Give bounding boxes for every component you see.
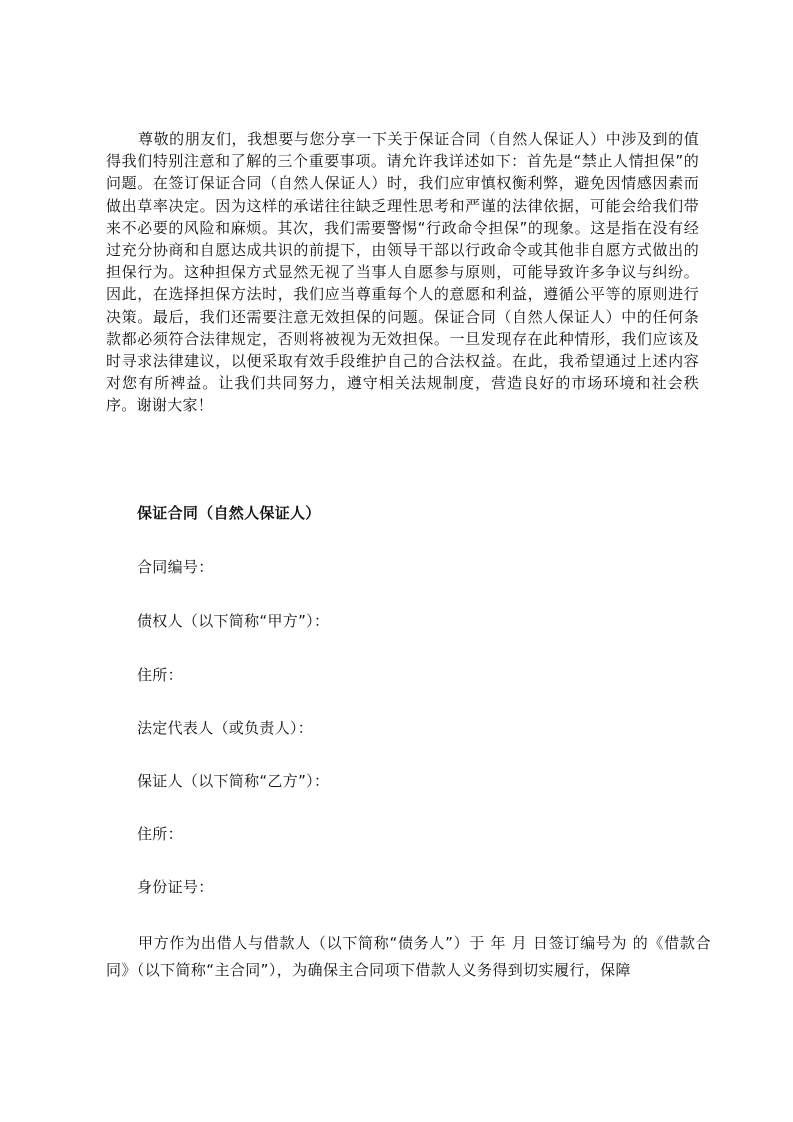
creditor-address-label: 住所： [137, 666, 183, 684]
contract-number-label: 合同编号： [137, 558, 214, 576]
guarantor-address-label: 住所： [137, 825, 183, 843]
intro-paragraph: 尊敬的朋友们，我想要与您分享一下关于保证合同（自然人保证人）中涉及到的值得我们特别注意和了解的三个重要事项。请允许我详述如下：首先是“禁止人情担保”的问题。在签订保证合同（自然人保证人）时，我们应审慎权衡利弊，避免因情感因素而做出草率决定。因为这样的承诺往往缺乏理性思考和严谨的法律依据，可能会给我们带来不必要的风险和麻烦。其次，我们需要警惕“行政命令担保”的现象。这是指在没有经过充分协商和自愿达成共识的前提下，由领导干部以行政命令或其他非自愿方式做出的担保行为。这种担保方式显然无视了当事人自愿参与原则，可能导致许多争议与纠纷。因此，在选择担保方法时，我们应当尊重每个人的意愿和利益，遵循公平等的原则进行决策。最后，我们还需要注意无效担保的问题。保证合同（自然人保证人）中的任何条款都必须符合法律规定，否则将被视为无效担保。一旦发现存在此种情形，我们应该及时寻求法律建议，以便采取有效手段维护自己的合法权益。在此，我希望通过上述内容对您有所裨益。让我们共同努力，遵守相关法规制度，营造良好的市场环境和社会秩序。谢谢大家！ [106, 130, 699, 415]
contract-title: 保证合同（自然人保证人） [137, 504, 321, 522]
contract-body-paragraph: 甲方作为出借人与借款人（以下简称“债务人”）于 年 月 日签订编号为 的《借款合同》（以下简称“主合同”），为确保主合同项下借款人义务得到切实履行，保障 [106, 934, 711, 979]
legal-representative-label: 法定代表人（或负责人）： [137, 719, 314, 737]
id-number-label: 身份证号： [137, 878, 214, 896]
guarantor-label: 保证人（以下简称“乙方”）： [137, 772, 330, 790]
creditor-label: 债权人（以下简称“甲方”）： [137, 612, 330, 630]
